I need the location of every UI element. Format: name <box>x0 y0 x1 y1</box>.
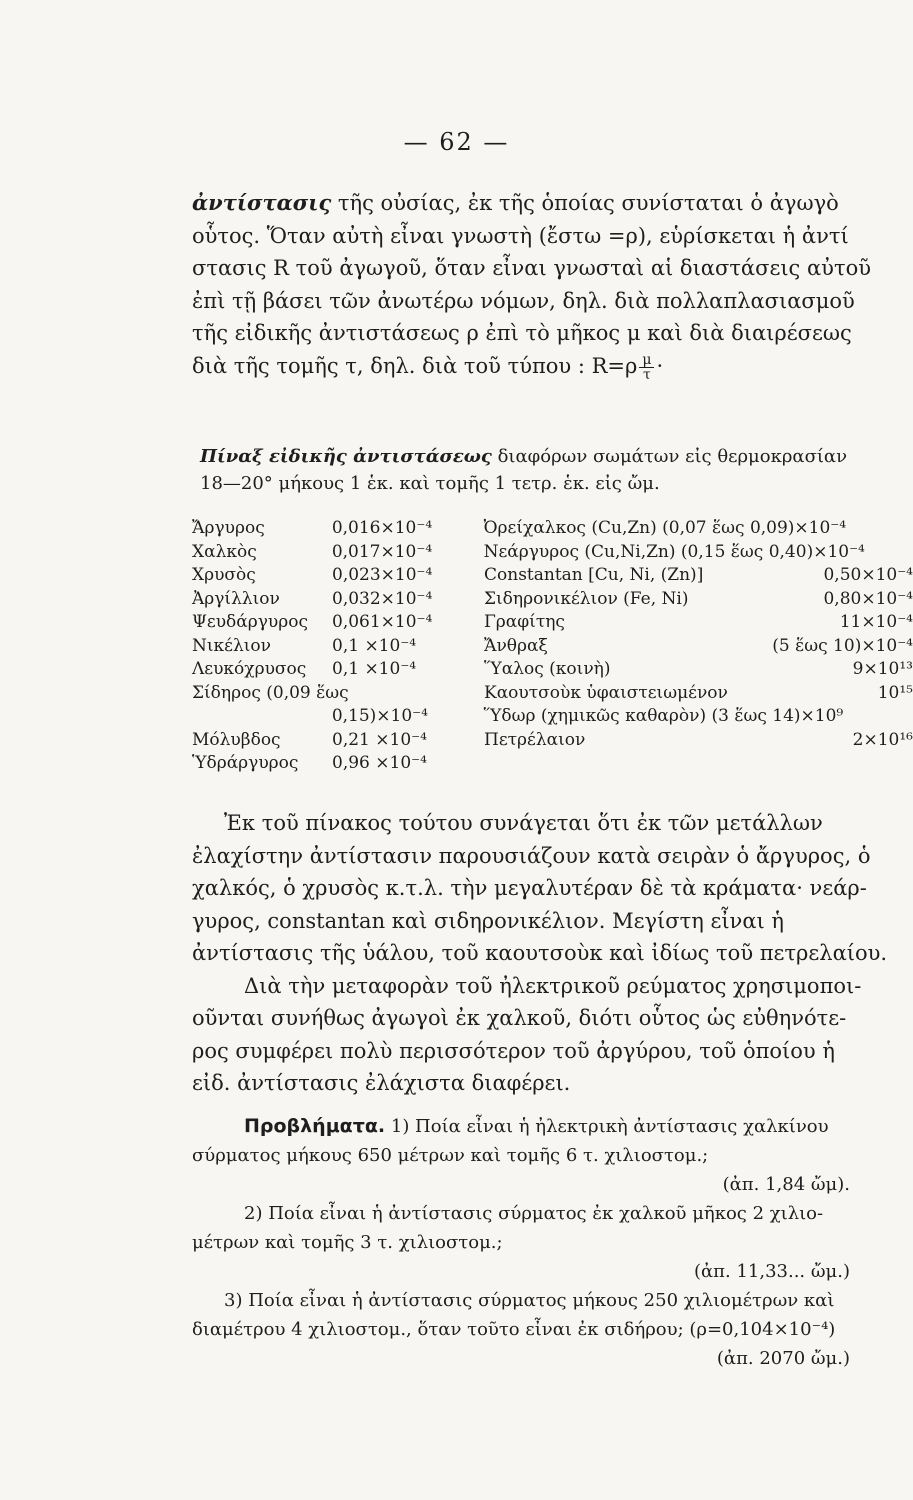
table-row <box>192 705 913 729</box>
value-right: 11×10⁻⁴ <box>839 612 913 632</box>
table-row <box>192 517 913 541</box>
material-right: Ὀρείχαλκος (Cu,Zn) (0,07 ἕως 0,09)×10⁻⁴ <box>483 518 847 538</box>
material-left: Ἄργυρος <box>192 518 265 538</box>
problem-2-line: μέτρων καὶ τομῆς 3 τ. χιλιοστομ.; <box>192 1232 503 1253</box>
intro-line: ἀντίστασις τῆς οὐσίας, ἐκ τῆς ὁποίας συνίσταται ὁ ἀγωγὸ <box>192 190 839 215</box>
body-line: ἐλαχίστην ἀντίστασιν παρουσιάζουν κατὰ σειρὰν ὁ ἄργυρος, ὁ <box>192 843 871 868</box>
problems-section <box>192 1112 912 1373</box>
problem-3-line: διαμέτρου 4 χιλιοστομ., ὅταν τοῦτο εἶναι ἐκ σιδήρου; (ρ=0,104×10⁻⁴) <box>192 1319 836 1340</box>
value-right: 0,80×10⁻⁴ <box>823 588 913 609</box>
value-right: 9×10¹³ <box>852 659 913 679</box>
problem-3: 3) Ποία εἶναι ἡ ἀντίστασις σύρματος μήκους 250 χιλιομέτρων καὶ <box>224 1290 835 1311</box>
problems-heading: Προβλήματα. <box>244 1115 386 1137</box>
table-row <box>192 682 913 706</box>
material-left: Χρυσὸς <box>192 565 256 585</box>
resistance-formula: διὰ τῆς τομῆς τ, δηλ. διὰ τοῦ τύπου : R=ρ $\frac{\mu}{\tau}$ · <box>192 351 664 383</box>
material-left: Ὑδράργυρος <box>192 753 299 773</box>
table-row <box>192 752 913 776</box>
table-caption-title: Πίναξ εἰδικῆς ἀντιστάσεως <box>200 446 492 467</box>
material-right: Σιδηρονικέλιον (Fe, Ni) <box>484 588 689 609</box>
value-left: 0,1 ×10⁻⁴ <box>332 635 417 656</box>
answer-2: (ἀπ. 11,33... ὤμ.) <box>694 1261 850 1282</box>
material-right: Ὕαλος (κοινὴ) <box>484 659 611 679</box>
value-left: 0,017×10⁻⁴ <box>331 541 433 562</box>
value-left: 0,15)×10⁻⁴ <box>331 706 428 726</box>
problem-2: 2) Ποία εἶναι ἡ ἀντίστασις σύρματος ἐκ χαλκοῦ μῆκος 2 χιλιο- <box>244 1203 824 1224</box>
body-line: εἰδ. ἀντίστασις ἐλάχιστα διαφέρει. <box>192 1071 571 1095</box>
problem-1: Προβλήματα. 1) Ποία εἶναι ἡ ἠλεκτρικὴ ἀντίστασις χαλκίνου <box>244 1115 829 1137</box>
material-right: Γραφίτης <box>484 612 565 632</box>
resistance-table <box>192 517 913 776</box>
body-line: οῦνται συνήθως ἀγωγοὶ ἐκ χαλκοῦ, διότι οὗτος ὡς εὐθηνότε- <box>192 1006 847 1030</box>
intro-line: στασις R τοῦ ἀγωγοῦ, ὅταν εἶναι γνωσταὶ αἱ διαστάσεις αὐτοῦ <box>192 256 871 280</box>
answer-1: (ἀπ. 1,84 ὤμ). <box>722 1174 850 1195</box>
material-right: Νεάργυρος (Cu,Ni,Zn) (0,15 ἕως 0,40)×10⁻⁴ <box>483 541 865 562</box>
body-line: Διὰ τὴν μεταφορὰν τοῦ ἠλεκτρικοῦ ρεύματος χρησιμοποι- <box>244 973 862 998</box>
value-right: 10¹⁵ <box>877 682 913 703</box>
value-right: 2×10¹⁶ <box>852 729 913 750</box>
material-right: Constantan [Cu, Ni, (Zn)] <box>484 565 704 585</box>
intro-line: ἐπὶ τῇ βάσει τῶν ἀνωτέρω νόμων, δηλ. διὰ πολλαπλασιασμοῦ <box>192 288 855 313</box>
table-caption-line: 18—20° μήκους 1 ἑκ. καὶ τομῆς 1 τετρ. ἑκ. εἰς ὤμ. <box>200 473 660 494</box>
value-left: 0,023×10⁻⁴ <box>332 565 433 585</box>
material-left: Λευκόχρυσος <box>192 659 307 679</box>
material-left: Ψευδάργυρος <box>192 612 309 632</box>
material-left: Νικέλιον <box>192 635 271 656</box>
body-paragraph <box>192 807 912 1100</box>
body-line: ἀντίστασις τῆς ὑάλου, τοῦ καουτσοὺκ καὶ ἰδίως τοῦ πετρελαίου. <box>192 941 888 965</box>
material-right: Ἄνθραξ <box>484 635 548 656</box>
table-caption: Πίναξ εἰδικῆς ἀντιστάσεως διαφόρων σωμάτων εἰς θερμοκρασίαν 18—20° μήκους 1 ἑκ. καὶ τομῆς 1 τετρ. ἑκ. εἰς ὤμ. <box>200 443 912 497</box>
value-left: 0,016×10⁻⁴ <box>331 518 433 538</box>
intro-paragraph <box>192 187 912 382</box>
body-line: γυρος, constantan καὶ σιδηρονικέλιον. Μεγίστη εἶναι ἡ <box>192 908 784 933</box>
intro-line: οὗτος. Ὅταν αὐτὴ εἶναι γνωστὴ (ἔστω =ρ), εὑρίσκεται ἡ ἀντί <box>192 223 849 248</box>
body-line: ρος συμφέρει πολὺ περισσότερον τοῦ ἀργύρου, τοῦ ὁποίου ἡ <box>192 1038 835 1063</box>
intro-line: τῆς εἰδικῆς ἀντιστάσεως ρ ἐπὶ τὸ μῆκος μ καὶ διὰ διαιρέσεως <box>192 321 852 345</box>
value-right: (5 ἕως 10)×10⁻⁴ <box>772 635 913 656</box>
value-left: 0,96 ×10⁻⁴ <box>332 753 427 773</box>
value-left: 0,032×10⁻⁴ <box>332 588 433 609</box>
material-right: Καουτσοὺκ ὑφαιστειωμένον <box>484 682 728 703</box>
material-left <box>192 705 332 729</box>
problem-1-line: σύρματος μήκους 650 μέτρων καὶ τομῆς 6 τ. χιλιοστομ.; <box>192 1145 709 1166</box>
material-left: Σίδηρος (0,09 ἕως <box>192 682 349 703</box>
table-row <box>192 564 913 588</box>
table-row <box>192 611 913 635</box>
material-right: Πετρέλαιον <box>484 729 586 750</box>
material-left: Ἀργίλλιον <box>192 588 280 609</box>
material-right: Ὕδωρ (χημικῶς καθαρὸν) (3 ἕως 14)×10⁹ <box>483 706 844 726</box>
table-row <box>192 658 913 682</box>
page-number: — 62 — <box>403 128 510 156</box>
answer-3: (ἀπ. 2070 ὤμ.) <box>716 1348 850 1369</box>
table-row <box>192 588 913 612</box>
value-left: 0,21 ×10⁻⁴ <box>332 729 427 750</box>
table-row <box>192 635 913 659</box>
table-row <box>192 729 913 753</box>
value-left: 0,1 ×10⁻⁴ <box>332 659 417 679</box>
intro-term: ἀντίστασις <box>192 190 332 215</box>
material-left: Μόλυβδος <box>192 729 281 750</box>
formula-fraction: $\frac{\mu}{\tau}$ <box>639 353 654 382</box>
value-right: 0,50×10⁻⁴ <box>823 565 913 585</box>
body-line: Ἐκ τοῦ πίνακος τούτου συνάγεται ὅτι ἐκ τῶν μετάλλων <box>224 811 823 835</box>
material-left: Χαλκὸς <box>192 541 257 562</box>
value-left: 0,061×10⁻⁴ <box>332 612 433 632</box>
body-line: χαλκός, ὁ χρυσὸς κ.τ.λ. τὴν μεγαλυτέραν δὲ τὰ κράματα· νεάρ- <box>192 876 867 900</box>
table-row <box>192 541 913 565</box>
